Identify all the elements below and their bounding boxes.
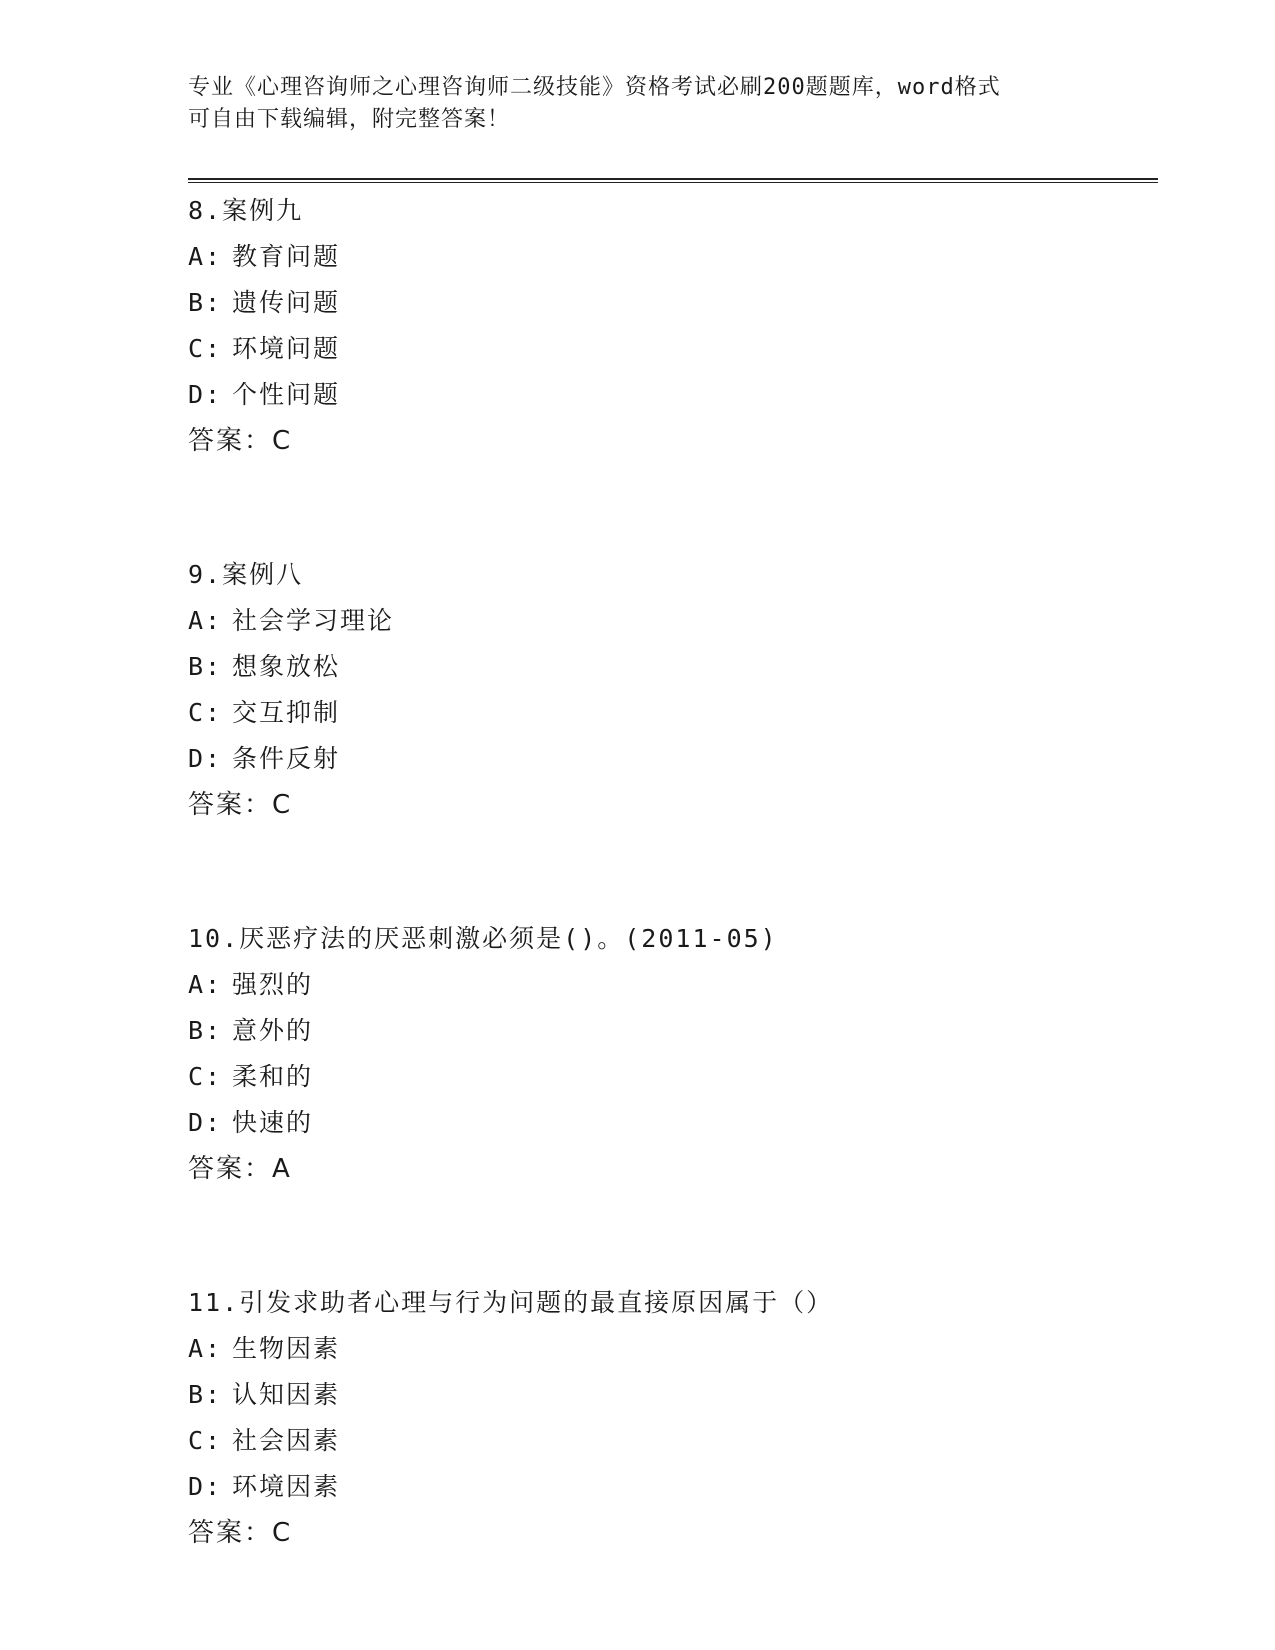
option-text: 强烈的 xyxy=(232,970,314,999)
option-d xyxy=(188,1100,1188,1146)
option-a xyxy=(188,962,1188,1008)
option-c xyxy=(188,1418,1188,1464)
option-d xyxy=(188,1464,1188,1510)
question-title: 9.案例八 xyxy=(188,560,304,589)
option-a xyxy=(188,598,1188,644)
option-a xyxy=(188,1326,1188,1372)
option-text: 环境因素 xyxy=(232,1472,341,1501)
question-spacer xyxy=(188,1192,1188,1280)
header-line-2: 可自由下载编辑，附完整答案！ xyxy=(188,107,511,132)
question-title: 10.厌恶疗法的厌恶刺激必须是()。(2011-05) xyxy=(188,924,778,953)
option-text: 意外的 xyxy=(232,1016,314,1045)
option-prefix: C: xyxy=(188,1062,223,1091)
option-text: 社会因素 xyxy=(232,1426,341,1455)
option-prefix: D: xyxy=(188,1108,223,1137)
option-b xyxy=(188,644,1188,690)
option-prefix: B: xyxy=(188,1016,223,1045)
option-prefix: A: xyxy=(188,970,223,999)
question-list xyxy=(188,188,1188,1556)
option-text: 社会学习理论 xyxy=(232,606,395,635)
option-prefix: A: xyxy=(188,606,223,635)
option-text: 生物因素 xyxy=(232,1334,341,1363)
option-text: 条件反射 xyxy=(232,744,341,773)
question-title: 8.案例九 xyxy=(188,196,304,225)
option-text: 柔和的 xyxy=(232,1062,314,1091)
option-a xyxy=(188,234,1188,280)
option-prefix: A: xyxy=(188,242,223,271)
option-text: 想象放松 xyxy=(232,652,341,681)
option-text: 快速的 xyxy=(232,1108,314,1137)
option-prefix: D: xyxy=(188,380,223,409)
question-8 xyxy=(188,188,1188,464)
option-text: 教育问题 xyxy=(232,242,341,271)
option-b xyxy=(188,280,1188,326)
option-d xyxy=(188,372,1188,418)
answer-line: 答案：C xyxy=(188,1518,293,1548)
question-title: 11.引发求助者心理与行为问题的最直接原因属于（） xyxy=(188,1288,834,1317)
header-line-1: 专业《心理咨询师之心理咨询师二级技能》资格考试必刷200题题库，word格式 xyxy=(188,75,1001,100)
question-11 xyxy=(188,1280,1188,1556)
answer-line: 答案：A xyxy=(188,1154,292,1184)
option-prefix: B: xyxy=(188,288,223,317)
option-b xyxy=(188,1372,1188,1418)
option-b xyxy=(188,1008,1188,1054)
option-prefix: C: xyxy=(188,1426,223,1455)
option-c xyxy=(188,326,1188,372)
header-divider xyxy=(188,178,1158,183)
option-text: 遗传问题 xyxy=(232,288,341,317)
option-prefix: B: xyxy=(188,652,223,681)
option-prefix: B: xyxy=(188,1380,223,1409)
option-c xyxy=(188,690,1188,736)
question-spacer xyxy=(188,828,1188,916)
option-prefix: D: xyxy=(188,1472,223,1501)
option-prefix: A: xyxy=(188,1334,223,1363)
question-9 xyxy=(188,552,1188,828)
question-10 xyxy=(188,916,1188,1192)
option-text: 个性问题 xyxy=(232,380,341,409)
option-prefix: C: xyxy=(188,698,223,727)
option-d xyxy=(188,736,1188,782)
answer-line: 答案：C xyxy=(188,790,293,820)
answer-line: 答案：C xyxy=(188,426,293,456)
option-c xyxy=(188,1054,1188,1100)
option-text: 环境问题 xyxy=(232,334,341,363)
document-header xyxy=(188,72,1088,136)
option-text: 认知因素 xyxy=(232,1380,341,1409)
question-spacer xyxy=(188,464,1188,552)
option-prefix: D: xyxy=(188,744,223,773)
option-text: 交互抑制 xyxy=(232,698,341,727)
option-prefix: C: xyxy=(188,334,223,363)
